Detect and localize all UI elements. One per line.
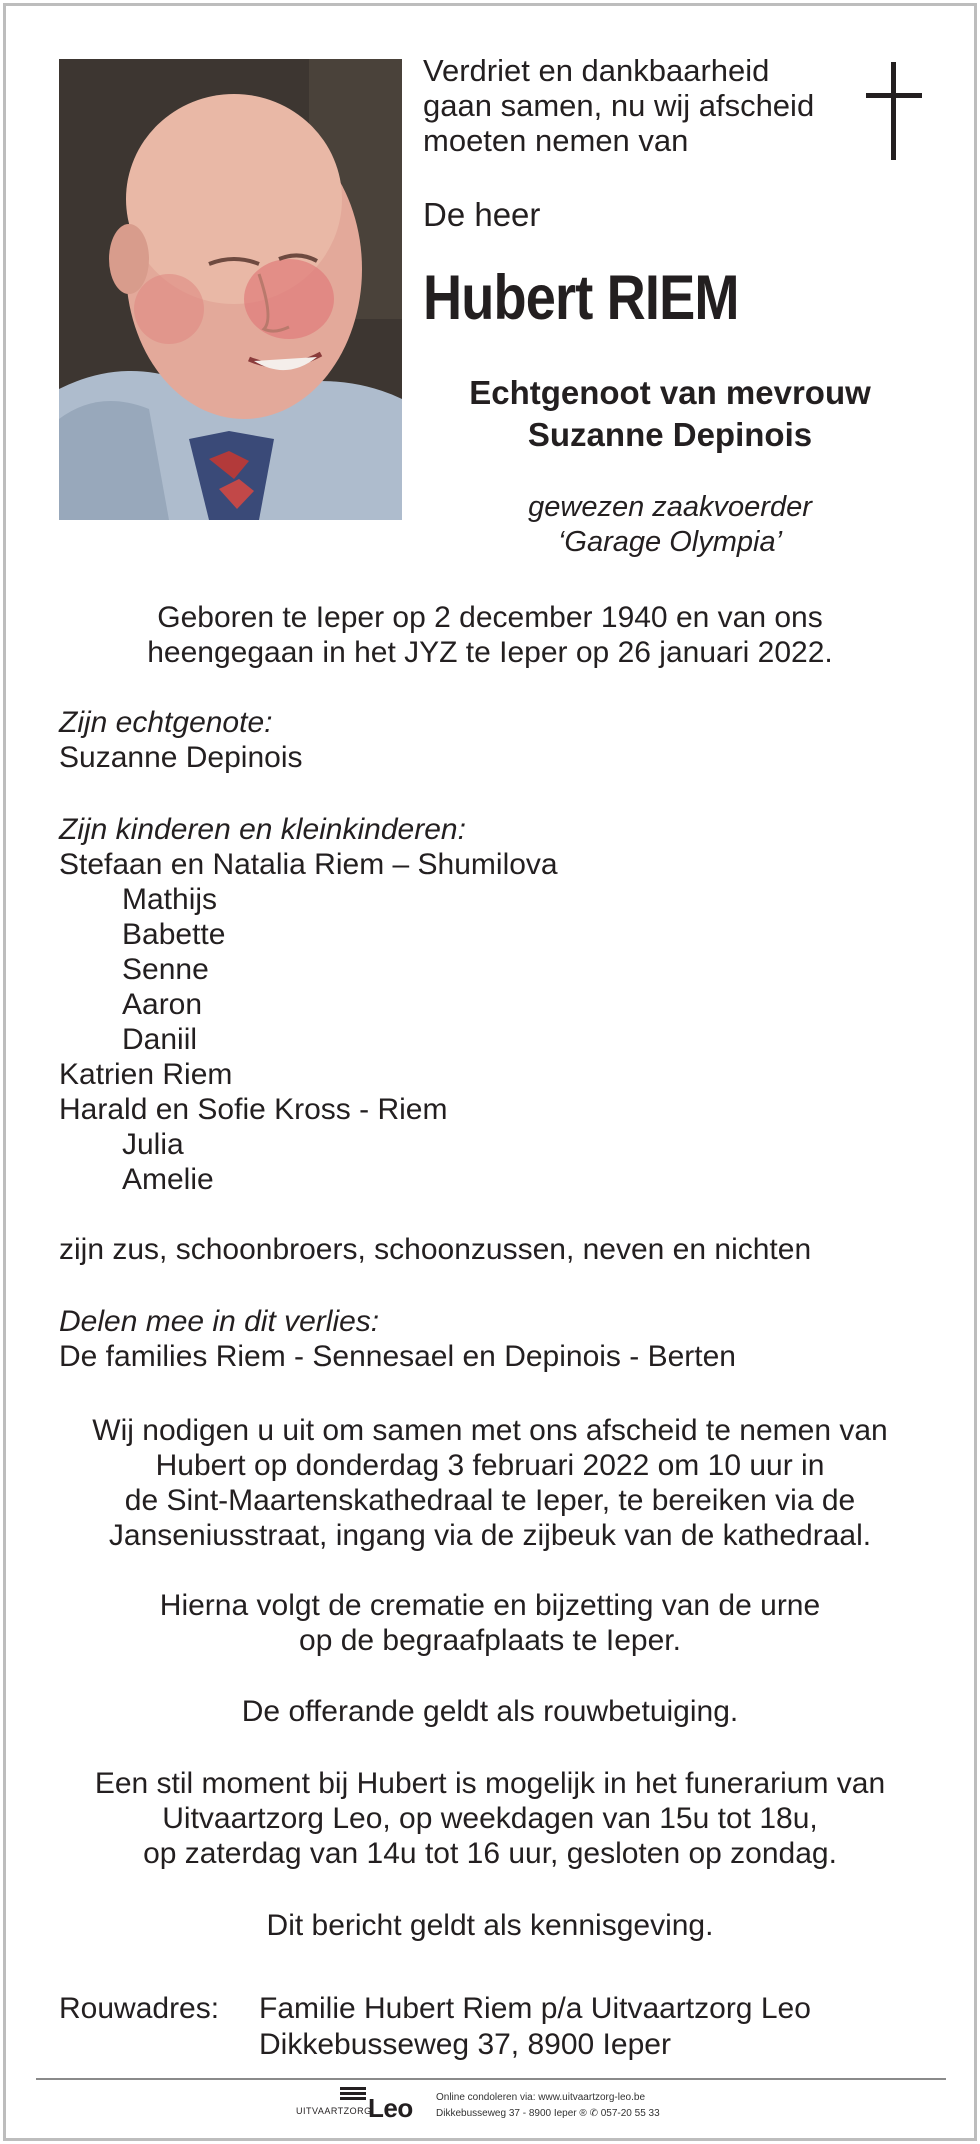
spouse-heading: Zijn echtgenote: [59,706,273,739]
intro-line: Verdriet en dankbaarheid [423,53,770,88]
occupation-line: ‘Garage Olympia’ [557,526,783,558]
invitation-text [40,1413,940,1553]
cross-icon [866,62,922,160]
siblings-text: zijn zus, schoonbroers, schoonzussen, neven en nichten [59,1233,812,1266]
visit-line: Uitvaartzorg Leo, op weekdagen van 15u tot 18u, [162,1802,818,1835]
offering-text: De offerande geldt als rouwbetuiging. [241,1695,739,1728]
spouse-name: Suzanne Depinois [59,741,303,774]
shared-section [59,1304,939,1374]
spouse-title [420,372,920,456]
deceased-name: Hubert RIEM [423,263,739,333]
address-line: Dikkebusseweg 37, 8900 Ieper [259,2028,671,2061]
invitation-line: Hubert op donderdag 3 februari 2022 om 10 uur in [155,1449,825,1482]
family-name: Harald en Sofie Kross - Riem [59,1093,448,1126]
logo-big-text: Leo [368,2093,413,2123]
shared-heading: Delen mee in dit verlies: [59,1305,380,1338]
footer-website: Online condoleren via: www.uitvaartzorg-leo.be [436,2092,645,2103]
occupation [420,490,920,560]
address-label: Rouwadres: [59,1992,220,2025]
portrait-photo [59,59,402,520]
cremation-text [40,1588,940,1658]
visit-line: op zaterdag van 14u tot 16 uur, gesloten op zondag. [143,1837,837,1870]
grandchild-name: Amelie [122,1163,214,1196]
grandchild-name: Julia [122,1128,184,1161]
grandchild-name: Mathijs [122,883,218,916]
shared-families: De families Riem - Sennesael en Depinois - Berten [59,1340,736,1373]
spouse-section [59,705,939,775]
cremation-line: op de begraafplaats te Ieper. [299,1624,681,1657]
logo-bars-icon [340,2087,366,2102]
address-line: Familie Hubert Riem p/a Uitvaartzorg Leo [259,1992,811,2025]
logo-small-text: UITVAARTZORG [296,2106,372,2116]
invitation-line: Janseniusstraat, ingang via de zijbeuk van de kathedraal. [108,1519,872,1552]
intro-line: moeten nemen van [423,123,689,158]
grandchild-name: Aaron [122,988,203,1021]
visit-text [40,1766,940,1871]
intro-text [423,53,843,158]
grandchild-name: Babette [122,918,226,951]
grandchild-name: Daniil [122,1023,198,1056]
family-name: Katrien Riem [59,1058,233,1091]
spouse-line: Echtgenoot van mevrouw [469,374,871,411]
family-name: Stefaan en Natalia Riem – Shumilova [59,848,558,881]
visit-line: Een stil moment bij Hubert is mogelijk in het funerarium van [94,1767,886,1800]
children-section [59,812,939,1197]
footer-address: Dikkebusseweg 37 - 8900 Ieper ® ✆ 057-20 55 33 [436,2108,660,2119]
occupation-line: gewezen zaakvoerder [528,491,812,523]
footer-contact [436,2090,660,2122]
notice-text: Dit bericht geldt als kennisgeving. [266,1909,714,1942]
cremation-line: Hierna volgt de crematie en bijzetting van de urne [159,1589,821,1622]
invitation-line: de Sint-Maartenskathedraal te Ieper, te bereiken via de [124,1484,856,1517]
intro-line: gaan samen, nu wij afscheid [423,88,815,123]
name-prefix: De heer [423,196,541,233]
invitation-line: Wij nodigen u uit om samen met ons afscheid te nemen van [92,1414,888,1447]
birth-death-text [40,600,940,670]
footer-divider [36,2078,946,2080]
grandchild-name: Senne [122,953,209,986]
death-line: heengegaan in het JYZ te Ieper op 26 januari 2022. [147,636,833,669]
funeral-home-logo [296,2087,416,2123]
spouse-line: Suzanne Depinois [527,416,813,453]
children-heading: Zijn kinderen en kleinkinderen: [59,813,466,846]
birth-line: Geboren te Ieper op 2 december 1940 en van ons [157,601,823,634]
